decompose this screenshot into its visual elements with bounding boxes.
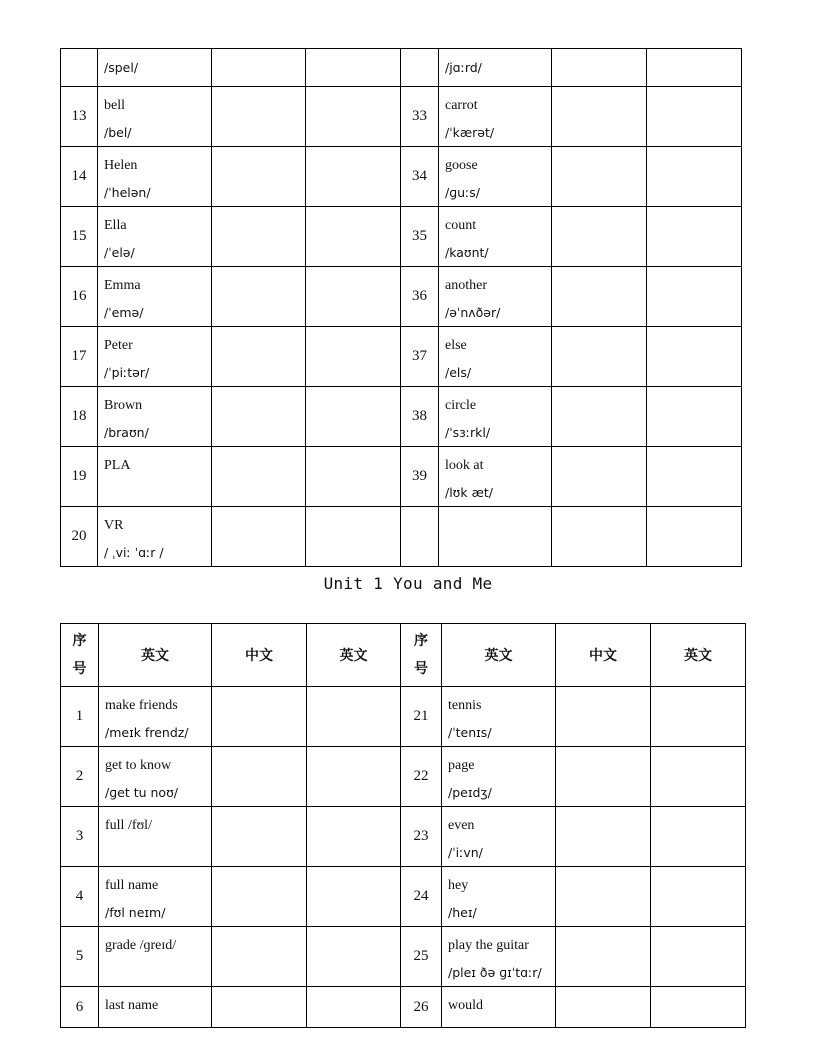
vocab-word: full name [105, 878, 159, 893]
vocab-entry [439, 327, 552, 387]
vocab-word: look at [445, 458, 484, 473]
header-chinese-2: 中文 [556, 624, 651, 687]
row-number: 16 [61, 267, 98, 327]
vocab-word: last name [105, 998, 159, 1013]
vocab-word: grade /ɡreɪd/ [105, 938, 177, 953]
vocab-word: tennis [448, 698, 482, 713]
chinese-answer-cell[interactable] [556, 747, 651, 807]
vocab-word: even [448, 818, 475, 833]
chinese-answer-cell[interactable] [212, 267, 306, 327]
vocab-entry [442, 867, 556, 927]
vocab-phonetic: /ˈsɜːrkl/ [445, 425, 491, 440]
row-number: 39 [401, 447, 439, 507]
vocab-entry [99, 987, 212, 1028]
row-number [401, 507, 439, 567]
english-answer-cell[interactable] [647, 49, 742, 87]
table-row [61, 927, 746, 987]
vocab-word: would [448, 998, 483, 1013]
vocab-phonetic: /els/ [445, 365, 472, 380]
english-answer-cell[interactable] [651, 807, 746, 867]
vocab-phonetic: / ˌviː ˈɑːr / [104, 545, 164, 560]
english-answer-cell[interactable] [647, 87, 742, 147]
chinese-answer-cell[interactable] [552, 447, 647, 507]
english-answer-cell[interactable] [307, 987, 401, 1028]
vocab-phonetic: /heɪ/ [448, 905, 477, 920]
english-answer-cell[interactable] [306, 327, 401, 387]
vocab-word: hey [448, 878, 469, 893]
row-number: 17 [61, 327, 98, 387]
row-number: 15 [61, 207, 98, 267]
header-english-4: 英文 [651, 624, 746, 687]
vocab-table-continued [60, 48, 742, 567]
english-answer-cell[interactable] [306, 507, 401, 567]
english-answer-cell[interactable] [307, 687, 401, 747]
vocab-word: Ella [104, 218, 127, 233]
vocab-phonetic: /ˈkærət/ [445, 125, 495, 140]
vocab-entry [98, 387, 212, 447]
vocab-word: make friends [105, 698, 178, 713]
chinese-answer-cell[interactable] [556, 987, 651, 1028]
chinese-answer-cell[interactable] [552, 49, 647, 87]
vocab-entry [98, 49, 212, 87]
vocab-entry [442, 687, 556, 747]
vocab-phonetic: /braʊn/ [104, 425, 149, 440]
english-answer-cell[interactable] [647, 147, 742, 207]
row-number: 36 [401, 267, 439, 327]
chinese-answer-cell[interactable] [212, 987, 307, 1028]
vocab-word: get to know [105, 758, 172, 773]
chinese-answer-cell[interactable] [552, 387, 647, 447]
vocab-word: goose [445, 158, 478, 173]
row-number: 22 [401, 747, 442, 807]
vocab-word: Brown [104, 398, 143, 413]
row-number: 25 [401, 927, 442, 987]
english-answer-cell[interactable] [647, 387, 742, 447]
vocab-word: Helen [104, 158, 138, 173]
english-answer-cell[interactable] [647, 327, 742, 387]
vocab-entry [98, 327, 212, 387]
vocab-entry [98, 267, 212, 327]
vocab-phonetic: /meɪk frendz/ [105, 725, 189, 740]
vocab-word: VR [104, 518, 124, 533]
english-answer-cell[interactable] [651, 687, 746, 747]
vocab-word: else [445, 338, 467, 353]
english-answer-cell[interactable] [306, 387, 401, 447]
chinese-answer-cell[interactable] [212, 327, 306, 387]
row-number: 13 [61, 87, 98, 147]
table-row [61, 49, 742, 87]
row-number: 6 [61, 987, 99, 1028]
vocab-entry [98, 507, 212, 567]
table-row [61, 987, 746, 1028]
row-number: 19 [61, 447, 98, 507]
row-number: 26 [401, 987, 442, 1028]
chinese-answer-cell[interactable] [552, 147, 647, 207]
vocab-entry [442, 747, 556, 807]
vocab-word: play the guitar [448, 938, 529, 953]
header-seq-2: 序 号 [401, 624, 442, 687]
vocab-word: Emma [104, 278, 141, 293]
vocab-phonetic: /peɪdʒ/ [448, 785, 492, 800]
vocab-entry [99, 747, 212, 807]
english-answer-cell[interactable] [651, 747, 746, 807]
vocab-entry [439, 87, 552, 147]
english-answer-cell[interactable] [647, 447, 742, 507]
vocab-word: bell [104, 98, 125, 113]
vocab-phonetic: /ˈemə/ [104, 305, 144, 320]
english-answer-cell[interactable] [306, 267, 401, 327]
chinese-answer-cell[interactable] [212, 447, 306, 507]
vocab-entry [442, 807, 556, 867]
chinese-answer-cell[interactable] [212, 867, 307, 927]
vocab-word: another [445, 278, 487, 293]
header-english-3: 英文 [442, 624, 556, 687]
vocab-phonetic: /ˈelə/ [104, 245, 135, 260]
chinese-answer-cell[interactable] [212, 807, 307, 867]
table-row [61, 387, 742, 447]
table-row [61, 87, 742, 147]
chinese-answer-cell[interactable] [212, 507, 306, 567]
vocab-entry [439, 507, 552, 567]
vocab-phonetic: /ˈtenɪs/ [448, 725, 492, 740]
vocab-entry [98, 447, 212, 507]
chinese-answer-cell[interactable] [552, 267, 647, 327]
chinese-answer-cell[interactable] [556, 687, 651, 747]
english-answer-cell[interactable] [307, 747, 401, 807]
vocab-entry [98, 147, 212, 207]
table-row [61, 327, 742, 387]
vocab-phonetic: /bel/ [104, 125, 132, 140]
row-number: 21 [401, 687, 442, 747]
header-chinese: 中文 [212, 624, 307, 687]
english-answer-cell[interactable] [647, 207, 742, 267]
vocab-word: Peter [104, 338, 133, 353]
table-row [61, 447, 742, 507]
chinese-answer-cell[interactable] [212, 49, 306, 87]
vocab-word: page [448, 758, 475, 773]
row-number: 3 [61, 807, 99, 867]
chinese-answer-cell[interactable] [212, 687, 307, 747]
english-answer-cell[interactable] [306, 447, 401, 507]
row-number: 2 [61, 747, 99, 807]
english-answer-cell[interactable] [306, 207, 401, 267]
vocab-phonetic: /ˈpiːtər/ [104, 365, 150, 380]
table-row [61, 507, 742, 567]
english-answer-cell[interactable] [651, 927, 746, 987]
header-english-2: 英文 [307, 624, 401, 687]
vocab-phonetic: /kaʊnt/ [445, 245, 489, 260]
table-row [61, 147, 742, 207]
english-answer-cell[interactable] [307, 927, 401, 987]
vocab-entry [439, 267, 552, 327]
vocab-word: full /fʊl/ [105, 818, 152, 833]
chinese-answer-cell[interactable] [212, 387, 306, 447]
vocab-entry [439, 147, 552, 207]
english-answer-cell[interactable] [306, 49, 401, 87]
vocab-entry [439, 447, 552, 507]
english-answer-cell[interactable] [306, 147, 401, 207]
vocab-phonetic: /fʊl neɪm/ [105, 905, 166, 920]
vocab-phonetic: /pleɪ ðə ɡɪˈtɑːr/ [448, 965, 542, 980]
row-number: 5 [61, 927, 99, 987]
chinese-answer-cell[interactable] [212, 147, 306, 207]
chinese-answer-cell[interactable] [212, 747, 307, 807]
chinese-answer-cell[interactable] [212, 207, 306, 267]
vocab-phonetic: /əˈnʌðər/ [445, 305, 501, 320]
vocab-entry [98, 87, 212, 147]
row-number: 33 [401, 87, 439, 147]
table-row [61, 747, 746, 807]
row-number: 23 [401, 807, 442, 867]
vocab-phonetic: /spel/ [104, 60, 139, 75]
english-answer-cell[interactable] [651, 987, 746, 1028]
vocab-phonetic: /ɡet tu noʊ/ [105, 785, 179, 800]
english-answer-cell[interactable] [307, 807, 401, 867]
vocab-entry [98, 207, 212, 267]
vocab-entry [439, 207, 552, 267]
vocab-entry [99, 687, 212, 747]
chinese-answer-cell[interactable] [556, 807, 651, 867]
vocab-entry [99, 927, 212, 987]
table-row [61, 867, 746, 927]
vocab-table-unit1 [60, 623, 746, 1028]
vocab-phonetic: /ɡuːs/ [445, 185, 481, 200]
table-row [61, 807, 746, 867]
chinese-answer-cell[interactable] [552, 207, 647, 267]
section-title: Unit 1 You and Me [323, 574, 493, 593]
chinese-answer-cell[interactable] [556, 927, 651, 987]
row-number: 38 [401, 387, 439, 447]
vocab-word: count [445, 218, 477, 233]
chinese-answer-cell[interactable] [552, 87, 647, 147]
row-number [61, 49, 98, 87]
english-answer-cell[interactable] [651, 867, 746, 927]
table-row [61, 687, 746, 747]
vocab-phonetic: /jɑːrd/ [445, 60, 482, 75]
chinese-answer-cell[interactable] [212, 87, 306, 147]
vocab-entry [442, 927, 556, 987]
row-number: 18 [61, 387, 98, 447]
table-row [61, 207, 742, 267]
row-number: 4 [61, 867, 99, 927]
vocab-entry [442, 987, 556, 1028]
english-answer-cell[interactable] [647, 507, 742, 567]
vocab-word: carrot [445, 98, 478, 113]
vocab-phonetic: /ˈhelən/ [104, 185, 151, 200]
english-answer-cell[interactable] [306, 87, 401, 147]
vocab-entry [99, 807, 212, 867]
vocab-word: circle [445, 398, 477, 413]
table-header-row [61, 624, 746, 687]
header-seq: 序 号 [61, 624, 99, 687]
vocab-entry [99, 867, 212, 927]
vocab-word: PLA [104, 458, 131, 473]
row-number: 37 [401, 327, 439, 387]
english-answer-cell[interactable] [647, 267, 742, 327]
chinese-answer-cell[interactable] [552, 507, 647, 567]
chinese-answer-cell[interactable] [212, 927, 307, 987]
row-number: 35 [401, 207, 439, 267]
english-answer-cell[interactable] [307, 867, 401, 927]
table-row [61, 267, 742, 327]
row-number: 20 [61, 507, 98, 567]
vocab-phonetic: /ˈiːvn/ [448, 845, 483, 860]
vocab-phonetic: /lʊk æt/ [445, 485, 494, 500]
row-number: 1 [61, 687, 99, 747]
chinese-answer-cell[interactable] [552, 327, 647, 387]
chinese-answer-cell[interactable] [556, 867, 651, 927]
row-number: 24 [401, 867, 442, 927]
header-english: 英文 [99, 624, 212, 687]
row-number: 14 [61, 147, 98, 207]
row-number: 34 [401, 147, 439, 207]
vocab-entry [439, 49, 552, 87]
vocab-entry [439, 387, 552, 447]
row-number [401, 49, 439, 87]
